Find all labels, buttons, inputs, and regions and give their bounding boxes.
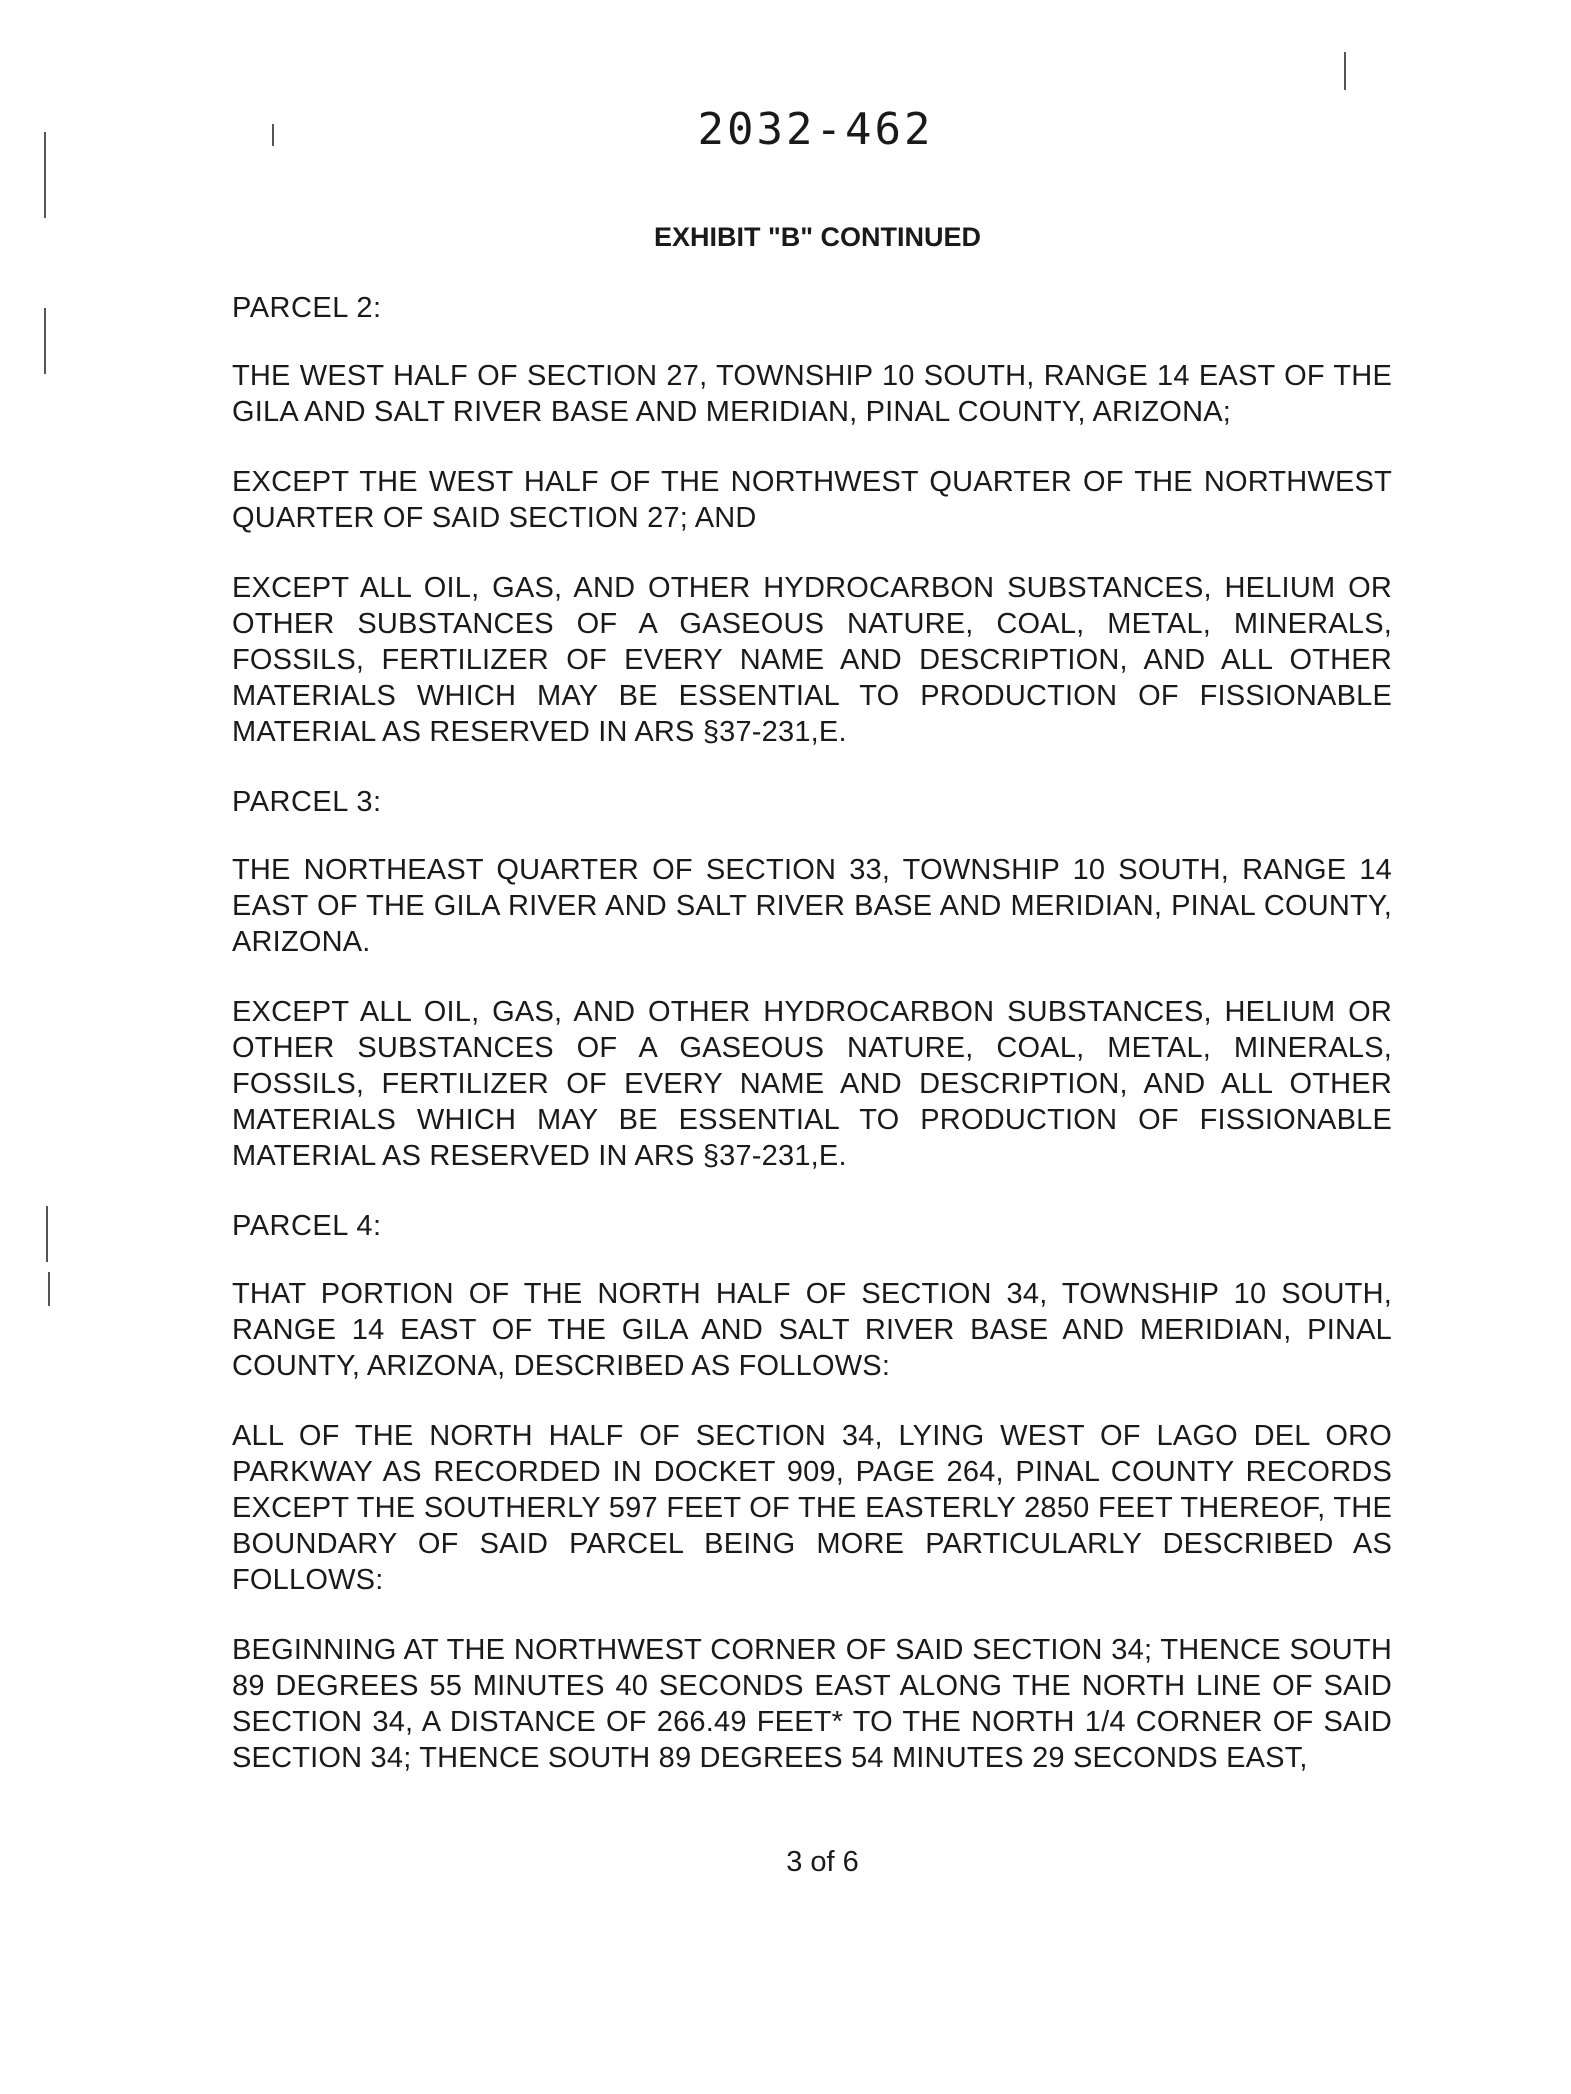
page-footer: 3 of 6 [786,1846,859,1878]
parcel-paragraph: THAT PORTION OF THE NORTH HALF OF SECTION 34, TOWNSHIP 10 SOUTH, RANGE 14 EAST OF THE GILA AND SALT RIVER BASE AND MERIDIAN, PINAL COUNTY, ARIZONA, DESCRIBED AS FOLLOWS: [232,1278,1392,1382]
scan-mark [44,308,46,374]
parcel-paragraph: ALL OF THE NORTH HALF OF SECTION 34, LYING WEST OF LAGO DEL ORO PARKWAY AS RECORDED IN DOCKET 909, PAGE 264, PINAL COUNTY RECORDS EXCEPT THE SOUTHERLY 597 FEET OF THE EASTERLY 2850 FEET THEREOF, THE BOUNDARY OF SAID PARCEL BEING MORE PARTICULARLY DESCRIBED AS FOLLOWS: [232,1420,1392,1596]
exhibit-heading: EXHIBIT "B" CONTINUED [653,222,982,252]
parcel-label: PARCEL 4: [232,1210,382,1242]
legal-description [232,290,1392,1806]
parcel-paragraph: THE NORTHEAST QUARTER OF SECTION 33, TOWNSHIP 10 SOUTH, RANGE 14 EAST OF THE GILA RIVER AND SALT RIVER BASE AND MERIDIAN, PINAL COUNTY, ARIZONA. [232,854,1392,958]
parcel-paragraph: EXCEPT THE WEST HALF OF THE NORTHWEST QUARTER OF THE NORTHWEST QUARTER OF SAID SECTION 27; AND [232,466,1392,534]
document-number: 2032-462 [697,104,934,155]
parcel-paragraph: EXCEPT ALL OIL, GAS, AND OTHER HYDROCARBON SUBSTANCES, HELIUM OR OTHER SUBSTANCES OF A GASEOUS NATURE, COAL, METAL, MINERALS, FOSSILS, FERTILIZER OF EVERY NAME AND DESCRIPTION, AND ALL OTHER MATERIALS WHICH MAY BE ESSENTIAL TO PRODUCTION OF FISSIONABLE MATERIAL AS RESERVED IN ARS §37-231,E. [232,572,1392,748]
parcel-label: PARCEL 2: [232,292,382,324]
parcel-label: PARCEL 3: [232,786,382,818]
scan-mark [46,1206,48,1262]
scan-mark [1344,52,1346,90]
scan-mark [48,1272,50,1306]
parcel-paragraph: EXCEPT ALL OIL, GAS, AND OTHER HYDROCARBON SUBSTANCES, HELIUM OR OTHER SUBSTANCES OF A GASEOUS NATURE, COAL, METAL, MINERALS, FOSSILS, FERTILIZER OF EVERY NAME AND DESCRIPTION, AND ALL OTHER MATERIALS WHICH MAY BE ESSENTIAL TO PRODUCTION OF FISSIONABLE MATERIAL AS RESERVED IN ARS §37-231,E. [232,996,1392,1172]
parcel-paragraph: BEGINNING AT THE NORTHWEST CORNER OF SAID SECTION 34; THENCE SOUTH 89 DEGREES 55 MINUTES 40 SECONDS EAST ALONG THE NORTH LINE OF SAID SECTION 34, A DISTANCE OF 266.49 FEET* TO THE NORTH 1/4 CORNER OF SAID SECTION 34; THENCE SOUTH 89 DEGREES 54 MINUTES 29 SECONDS EAST, [232,1634,1392,1774]
parcel-paragraph: THE WEST HALF OF SECTION 27, TOWNSHIP 10 SOUTH, RANGE 14 EAST OF THE GILA AND SALT RIVER BASE AND MERIDIAN, PINAL COUNTY, ARIZONA; [232,360,1392,428]
